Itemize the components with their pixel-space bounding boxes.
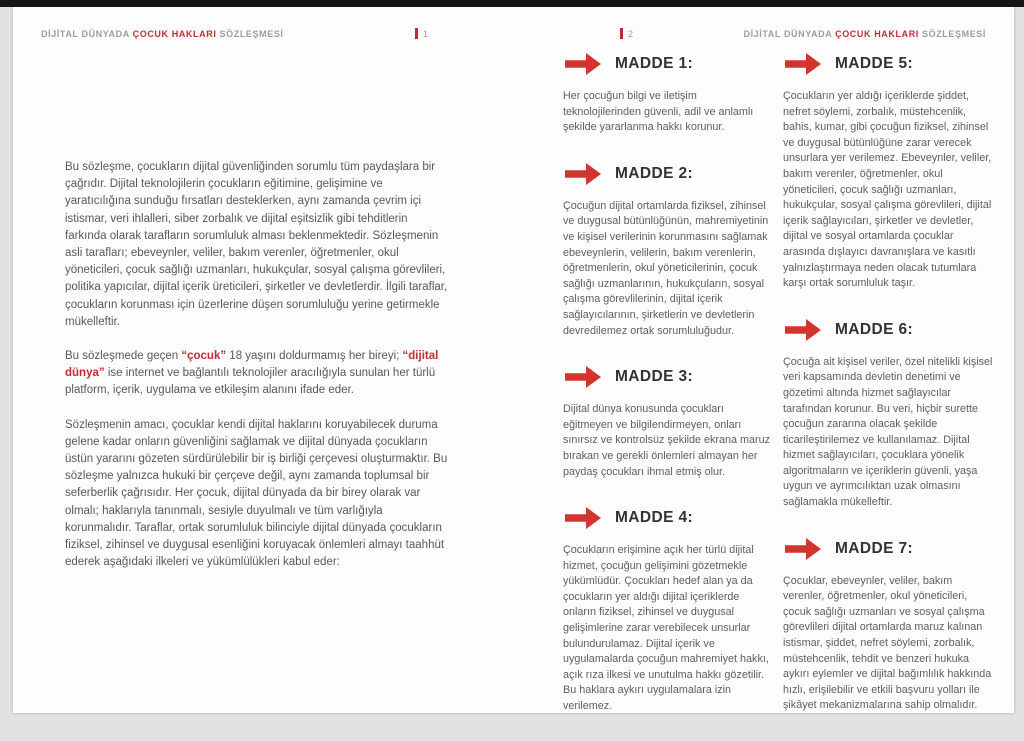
article-title: MADDE 1:	[615, 55, 694, 73]
article-title: MADDE 7:	[835, 539, 914, 557]
article-heading	[783, 318, 995, 342]
page2-number	[620, 28, 633, 39]
article-madde-5	[783, 52, 995, 292]
article-heading	[563, 506, 775, 530]
article-title: MADDE 2:	[615, 164, 694, 182]
page-number-bar-icon	[415, 28, 418, 39]
paragraph-2-text: ise internet ve bağlantılı teknolojiler aracılığıyla sunulan her türlü platform, içerik, uygulama ve etkileşim alanını ifade eder.	[65, 367, 436, 397]
red-arrow-icon	[565, 162, 601, 186]
article-madde-7	[783, 537, 995, 714]
page-number-bar-icon	[620, 28, 623, 39]
article-body: Dijital dünya konusunda çocukları eğitmeyen ve bilgilendirmeyen, onları sınırsız ve kontrolsüz şekilde ekrana maruz bırakan ve gerekli önlemleri almayan her paydaş çocukları ihmal etmiş olur.	[563, 403, 771, 478]
article-heading	[563, 162, 775, 186]
article-heading	[783, 537, 995, 561]
article-heading	[563, 52, 775, 76]
article-title: MADDE 3:	[615, 368, 694, 386]
article-body: Çocuklar, ebeveynler, veliler, bakım verenler, öğretmenler, okul yöneticileri, çocuk sağlığı uzmanları ve sosyal çalışma görevlileri dijital ortamlarda maruz kalınan istismar, şiddet, nefret söylemi, zorbalık, müstehcenlik, tehdit ve benzeri hukuka aykırı eylemler ve dijital bağımlılık hakkında hızlı, erişilebilir ve etkili başvuru yolları ile şikâyet mekanizmalarına sahip olmalıdır.	[783, 574, 992, 712]
article-body: Çocuğun dijital ortamlarda fiziksel, zihinsel ve duygusal bütünlüğünün, mahremiyetinin ve kişisel verilerinin korunmasını sağlamak ebeveynlerin, velilerin, bakım verenlerin, öğretmenlerin, okul yöneticilerinin, çocuk sağlığı uzmanlarının, hukukçuların, sosyal çalışma görevlilerinin, dijital içerik sağlayıcılarının, şirketlerin ve devletlerin devredilemez ortak sorumluluğudur.	[563, 199, 769, 337]
paragraph-2-text: 18 yaşını doldurmamış her bireyi;	[226, 350, 403, 363]
red-arrow-icon	[785, 318, 821, 342]
article-madde-6	[783, 318, 995, 511]
article-heading	[563, 365, 775, 389]
red-arrow-icon	[785, 537, 821, 561]
article-body: Çocuğa ait kişisel veriler, özel nitelikli kişisel veri kapsamında devletin denetimi ve gözetimi altında hizmet sağlayıcılar tarafından korunur. Bu veri, hiçbir surette çocuğun zararına olacak şekilde ticarileştirilemez ve kullanılamaz. Dijital hizmet sağlayıcıları, çocuklara yönelik algoritmaların ve içeriklerin güvenli, yaşa uygun ve ayrımcılıktan uzak olmasını sağlamakla mükelleftir.	[783, 355, 993, 509]
article-madde-1	[563, 52, 775, 136]
red-arrow-icon	[565, 506, 601, 530]
header-title-highlight: ÇOCUK HAKLARI	[835, 29, 919, 39]
article-madde-2	[563, 162, 775, 339]
paragraph-3: Sözleşmenin amacı, çocuklar kendi dijital haklarını koruyabilecek duruma gelene kadar onların güvenliğini sağlamak ve dijital dünyada çocukların üstün yararını gözeten sürdürülebilir bir iş birliği çerçevesi oluşturmaktır. Bu sözleşme yalnızca hukuki bir çerçeve değil, aynı zamanda toplumsal bir seferberlik çağrısıdır. Her çocuk, dijital dünyada da bir birey olarak var olmalı; haklarıyla tanınmalı, sesiyle duyulmalı ve tüm varlığıyla korunmalıdır. Taraflar, ortak sorumluluk bilinciyle dijital dünyada çocukların fiziksel, zihinsel ve duygusal esenliğini koruyacak önlemleri almayı taahhüt ederek aşağıdaki ilkeleri ve yükümlülükleri kabul eder:	[65, 418, 448, 569]
article-heading	[783, 52, 995, 76]
article-title: MADDE 4:	[615, 509, 694, 527]
document-spread	[13, 7, 1014, 713]
paragraph-2-text: Bu sözleşmede geçen	[65, 350, 182, 363]
term-cocuk: “çocuk”	[181, 350, 227, 363]
photo-top-edge	[0, 0, 1024, 7]
page2-column-2	[783, 52, 995, 740]
article-body: Çocukların erişimine açık her türlü dijital hizmet, çocuğun gelişimini gözetmekle yükümlüdür. Çocukları hedef alan ya da çocukların yer aldığı dijital içeriklerde onların fiziksel, zihinsel ve duygusal gelişimlerine zarar verebilecek unsurlar bulundurulamaz. Dijital içerik ve uygulamalarda çocuğun mahremiyet hakkı, açık rıza ilkesi ve unutulma hakkı gözetilir. Bu haklara aykırı uygulamalara izin verilemez.	[563, 544, 769, 713]
header-title-prefix: DİJİTAL DÜNYADA	[41, 29, 133, 39]
page1-header-title	[41, 29, 284, 39]
article-madde-4	[563, 506, 775, 715]
term-dijital-dunya: “dijital dünya”	[65, 350, 439, 380]
red-arrow-icon	[565, 52, 601, 76]
page2-number-value: 2	[628, 28, 634, 39]
paragraph-2	[65, 348, 449, 400]
page2-header-title	[743, 29, 986, 39]
red-arrow-icon	[565, 365, 601, 389]
article-title: MADDE 5:	[835, 55, 914, 73]
page1-number-value: 1	[423, 28, 429, 39]
header-title-prefix: DİJİTAL DÜNYADA	[743, 29, 836, 39]
header-title-highlight: ÇOCUK HAKLARI	[132, 29, 217, 39]
page1-number	[415, 28, 428, 39]
header-title-suffix: SÖZLEŞMESİ	[216, 29, 284, 39]
red-arrow-icon	[785, 52, 821, 76]
article-title: MADDE 6:	[835, 320, 914, 338]
header-title-suffix: SÖZLEŞMESİ	[918, 29, 986, 39]
article-body: Her çocuğun bilgi ve iletişim teknolojilerinden güvenli, adil ve anlamlı şekilde yararlanma hakkı korunur.	[563, 90, 754, 134]
article-madde-3	[563, 365, 775, 480]
page2-column-1	[563, 52, 775, 741]
paragraph-1: Bu sözleşme, çocukların dijital güvenliğinden sorumlu tüm paydaşlara bir çağrıdır. Dijital teknolojilerin çocukların eğitimine, gelişimine ve yaratıcılığına sunduğu fırsatları desteklerken, aynı zamanda çevrim içi istismar, veri ihlalleri, siber zorbalık ve dijital eşitsizlik gibi tehditlerin farkında olarak tarafların sorumluluk alması beklenmektedir. Sözleşmenin asli tarafları; ebeveynler, veliler, bakım verenler, öğretmenler, okul yöneticileri, çocuk sağlığı uzmanları, hukukçular, sosyal çalışma görevlileri, politika yapıcılar, dijital içerik üreticileri, şirketler ve devletlerdir. İlgili taraflar, çocukların korunması için üzerlerine düşen sorumluluğu yerine getirmekle mükelleftir.	[65, 161, 448, 328]
page1-body-text	[65, 159, 449, 588]
article-body: Çocukların yer aldığı içeriklerde şiddet, nefret söylemi, zorbalık, müstehcenlik, bahis, kumar, gibi çocuğun fiziksel, zihinsel ve duygusal bütünlüğüne zarar verecek unsurlara yer verilemez. Ebeveynler, veliler, bakım verenler, öğretmenler, okul yöneticileri, çocuk sağlığı uzmanları, hukukçular, sosyal çalışma görevlileri, dijital içerik sağlayıcıları, şirketler ve devletler, dijital ve sosyal ortamlarda çocuklar arasında dışlayıcı davranışlara ve kasıtlı yalnızlaştırmaya neden olacak tutumlara karşı ortak sorumluluk taşır.	[783, 90, 992, 290]
